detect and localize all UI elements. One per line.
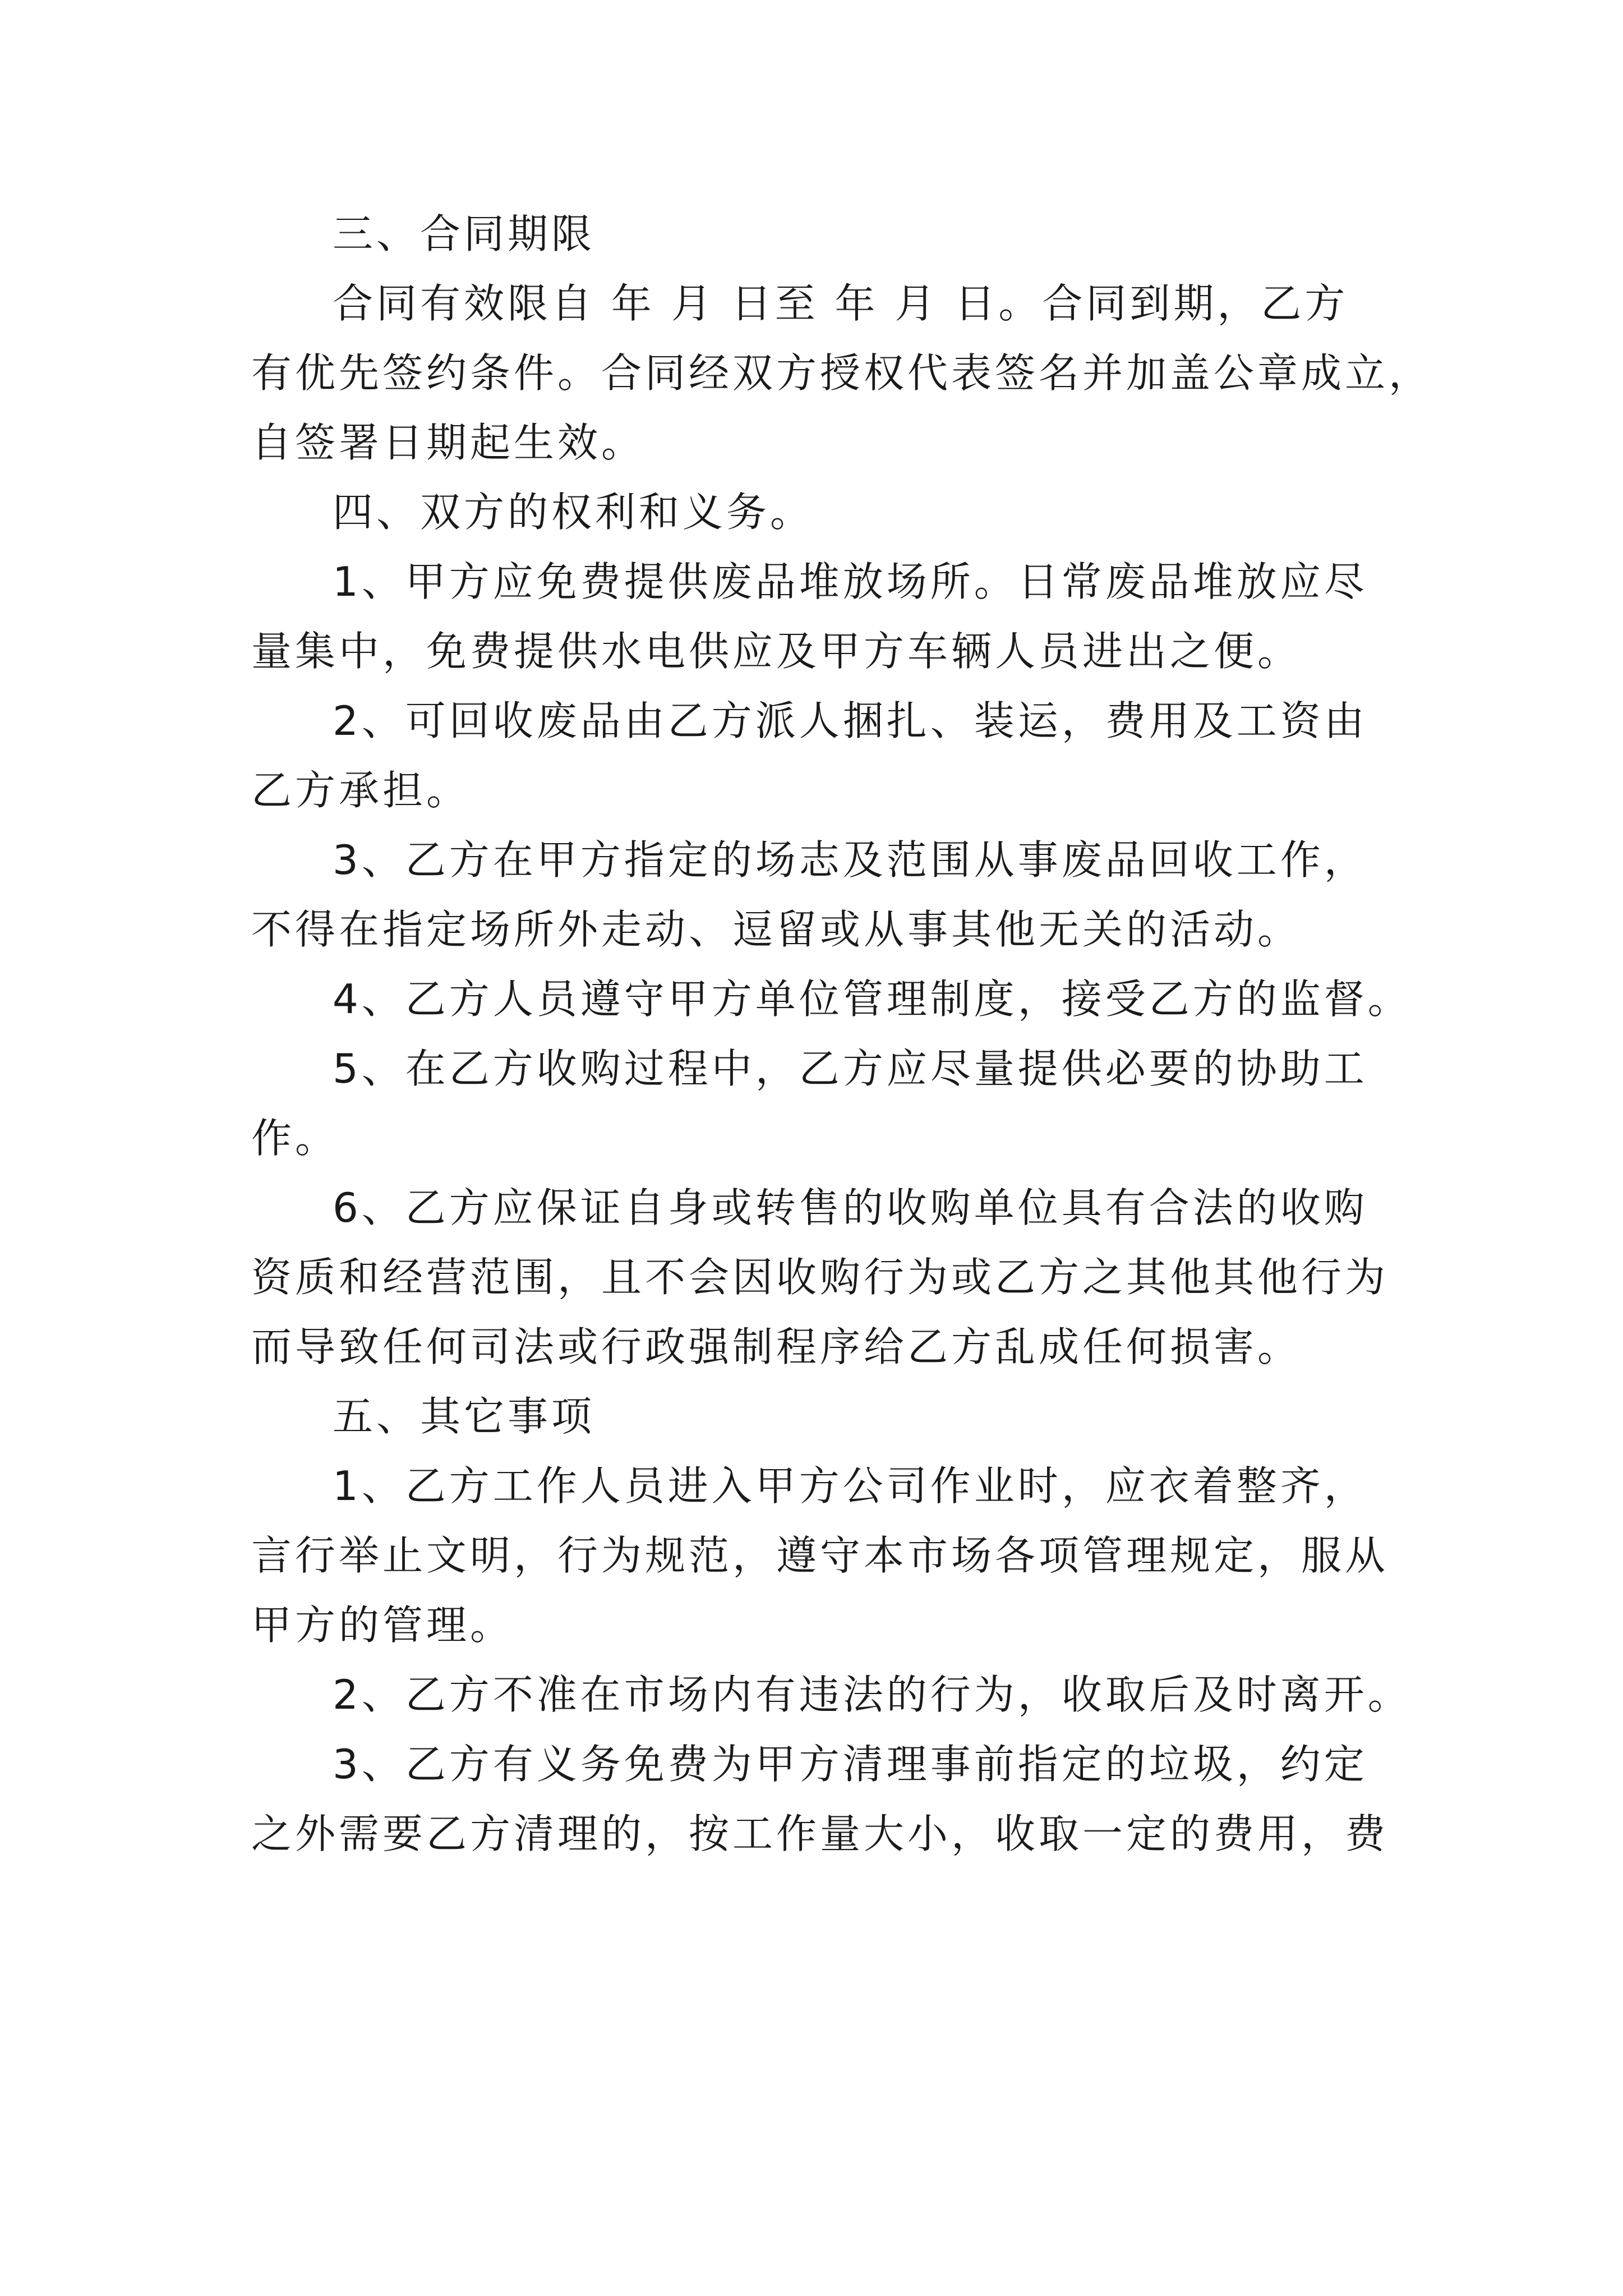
- paragraph-line: 有优先签约条件。合同经双方授权代表签名并加盖公章成立，: [251, 349, 1433, 397]
- paragraph-line: 3、乙方在甲方指定的场志及范围从事废品回收工作，: [333, 836, 1368, 884]
- paragraph-line: 5、在乙方收购过程中，乙方应尽量提供必要的协助工: [333, 1045, 1368, 1092]
- section-heading-other: 五、其它事项: [333, 1393, 596, 1440]
- paragraph-line: 合同有效限自 年 月 日至 年 月 日。合同到期，乙方: [333, 280, 1349, 327]
- paragraph-line: 自签署日期起生效。: [251, 419, 645, 466]
- paragraph-line: 甲方的管理。: [251, 1602, 514, 1649]
- paragraph-line: 资质和经营范围，且不会因收购行为或乙方之其他其他行为: [251, 1254, 1389, 1301]
- paragraph-line: 2、乙方不准在市场内有违法的行为，收取后及时离开。: [333, 1671, 1412, 1718]
- paragraph-line: 言行举止文明，行为规范，遵守本市场各项管理规定，服从: [251, 1532, 1389, 1579]
- paragraph-line: 2、可回收废品由乙方派人捆扎、装运，费用及工资由: [333, 697, 1368, 744]
- paragraph-line: 之外需要乙方清理的，按工作量大小，收取一定的费用，费: [251, 1810, 1389, 1857]
- paragraph-line: 1、甲方应免费提供废品堆放场所。日常废品堆放应尽: [333, 558, 1368, 605]
- paragraph-line: 6、乙方应保证自身或转售的收购单位具有合法的收购: [333, 1184, 1368, 1231]
- paragraph-line: 4、乙方人员遵守甲方单位管理制度，接受乙方的监督。: [333, 976, 1412, 1023]
- contract-body: [251, 199, 1435, 1869]
- paragraph-line: 作。: [251, 1115, 339, 1162]
- paragraph-line: 乙方承担。: [251, 767, 471, 814]
- paragraph-line: 而导致任何司法或行政强制程序给乙方乱成任何损害。: [251, 1323, 1302, 1370]
- paragraph-line: 不得在指定场所外走动、逗留或从事其他无关的活动。: [251, 906, 1302, 953]
- paragraph-line: 1、乙方工作人员进入甲方公司作业时，应衣着整齐，: [333, 1462, 1368, 1510]
- section-heading-term: 三、合同期限: [333, 210, 596, 257]
- paragraph-line: 量集中，免费提供水电供应及甲方车辆人员进出之便。: [251, 628, 1302, 675]
- section-heading-rights: 四、双方的权利和义务。: [333, 489, 814, 536]
- paragraph-line: 3、乙方有义务免费为甲方清理事前指定的垃圾，约定: [333, 1741, 1368, 1788]
